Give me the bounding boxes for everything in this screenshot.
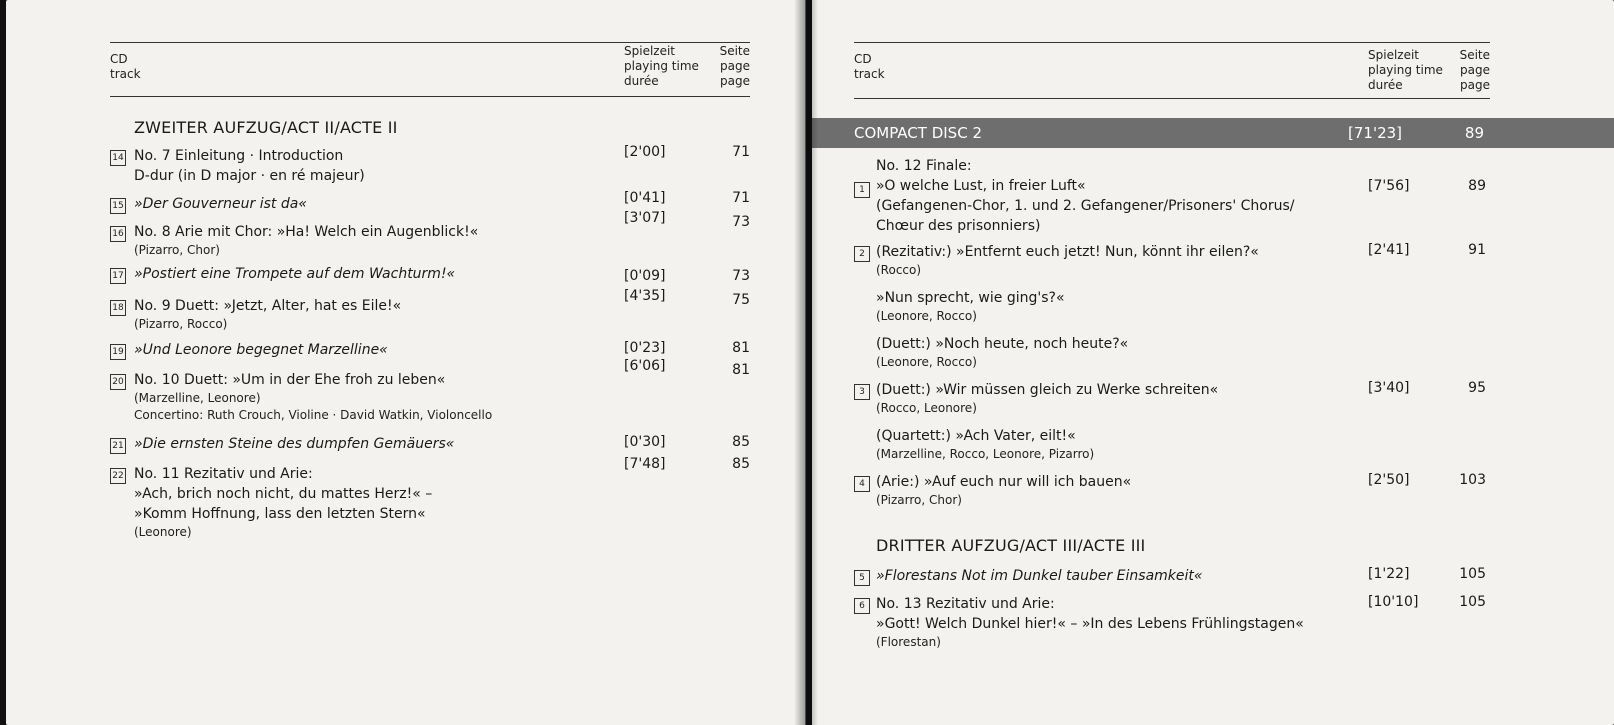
section-title-act2: ZWEITER AUFZUG/ACT II/ACTE II [134,118,398,137]
header-cd-track [110,52,141,82]
track-page-18: 75 [732,292,750,308]
track-page-3: 95 [1468,380,1486,396]
track-page-1: 89 [1468,178,1486,194]
track-entry-18 [134,296,401,333]
track-number-3: 3 [854,384,870,400]
track-title: (Duett:) »Noch heute, noch heute?« [876,336,1129,352]
track-entry-21 [134,434,454,454]
track-time-5: [1'22] [1368,566,1410,582]
track-title: (Duett:) »Wir müssen gleich zu Werke schreiten« [876,382,1219,398]
track-page-2: 91 [1468,242,1486,258]
header-track: track [110,67,141,81]
track-number-1: 1 [854,182,870,198]
track-title: No. 8 Arie mit Chor: »Ha! Welch ein Augenblick!« [134,224,479,240]
book-gutter [794,0,818,725]
track-time-20: [6'06] [624,358,666,374]
track-entry-2 [876,242,1259,279]
track-time-21: [0'30] [624,434,666,450]
track-number-19: 19 [110,344,126,360]
header-top-rule [110,42,750,43]
track-concertino: Concertino: Ruth Crouch, Violine · David Watkin, Violoncello [134,408,493,422]
track-entry-22 [134,464,432,541]
track-time-22: [7'48] [624,456,666,472]
right-page [812,0,1614,725]
track-title: (Quartett:) »Ach Vater, eilt!« [876,428,1076,444]
track-entry-4 [876,472,1131,509]
track-title: »Die ernsten Steine des dumpfen Gemäuers« [134,436,455,452]
header-page [714,44,750,89]
track-title: »O welche Lust, in freier Luft« [876,178,1086,194]
track-entry-14 [134,146,365,186]
track-title: »Und Leonore begegnet Marzelline« [134,342,388,358]
track-page-4: 103 [1459,472,1486,488]
track-performers: (Leonore, Rocco) [876,355,977,369]
track-entry-6 [876,594,1304,651]
header-spielzeit: Spielzeit [624,44,676,58]
header-cd: CD [854,52,872,66]
track-entry-20 [134,370,492,424]
finale-title: No. 12 Finale: [876,158,972,174]
track-subentry-noch-heute [876,334,1128,371]
track-entry-5 [876,566,1203,586]
track-number-22: 22 [110,468,126,484]
header-page-en: page [720,59,750,73]
track-entry-3 [876,380,1218,417]
track-page-5: 105 [1459,566,1486,582]
track-title: »Postiert eine Trompete auf dem Wachturm!« [134,266,456,282]
track-performers: (Rocco, Leonore) [876,401,977,415]
track-performers: (Florestan) [876,635,941,649]
track-number-15: 15 [110,198,126,214]
track-title: No. 10 Duett: »Um in der Ehe froh zu leben« [134,372,446,388]
track-number-5: 5 [854,570,870,586]
track-subentry-nun-sprecht [876,288,1065,325]
track-title: No. 13 Rezitativ und Arie: [876,596,1055,612]
track-title-line3: Chœur des prisonniers) [876,218,1041,234]
track-title: No. 9 Duett: »Jetzt, Alter, hat es Eile!« [134,298,402,314]
track-title-line2: D-dur (in D major · en ré majeur) [134,168,365,184]
track-title-line2: (Gefangenen-Chor, 1. und 2. Gefangener/Prisoners' Chorus/ [876,198,1295,214]
track-title-line2: »Ach, brich noch nicht, du mattes Herz!« – [134,486,433,502]
track-entry-15 [134,194,307,214]
track-page-22: 85 [732,456,750,472]
header-page-fr: page [720,74,750,88]
header-bottom-rule [110,96,750,97]
left-page [6,0,806,725]
track-page-6: 105 [1459,594,1486,610]
track-page-21: 85 [732,434,750,450]
track-page-17: 73 [732,268,750,284]
header-playing-time [624,44,699,89]
track-performers: (Marzelline, Leonore) [134,391,261,405]
track-performers: (Leonore, Rocco) [876,309,977,323]
section-title-act3: DRITTER AUFZUG/ACT III/ACTE III [876,536,1146,555]
header-duree: durée [624,74,659,88]
track-number-14: 14 [110,150,126,166]
track-page-20: 81 [732,362,750,378]
track-time-2: [2'41] [1368,242,1410,258]
track-time-17: [0'09] [624,268,666,284]
track-page-16: 73 [732,214,750,230]
header-cd-track [854,52,885,82]
header-seite: Seite [1459,48,1490,62]
header-page-fr: page [1460,78,1490,92]
header-duree: durée [1368,78,1403,92]
track-entry-17 [134,264,455,284]
track-number-21: 21 [110,438,126,454]
track-title: »Der Gouverneur ist da« [134,196,307,212]
track-number-20: 20 [110,374,126,390]
track-title: »Florestans Not im Dunkel tauber Einsamkeit« [876,568,1203,584]
track-performers: (Marzelline, Rocco, Leonore, Pizarro) [876,447,1095,461]
track-time-1: [7'56] [1368,178,1410,194]
header-seite: Seite [719,44,750,58]
header-spielzeit: Spielzeit [1368,48,1420,62]
band-page: 89 [1464,124,1484,142]
track-title-line2: »Gott! Welch Dunkel hier!« – »In des Lebens Frühlingstagen« [876,616,1304,632]
finale-heading [876,156,972,176]
track-time-18: [4'35] [624,288,666,304]
track-entry-16 [134,222,478,259]
track-time-16: [3'07] [624,210,666,226]
header-bottom-rule [854,98,1490,99]
header-top-rule [854,42,1490,43]
track-time-15: [0'41] [624,190,666,206]
track-number-6: 6 [854,598,870,614]
track-time-14: [2'00] [624,144,666,160]
track-performers: (Pizarro, Chor) [876,493,962,507]
header-playing-time [1368,48,1443,93]
track-number-16: 16 [110,226,126,242]
track-title: No. 11 Rezitativ und Arie: [134,466,313,482]
track-time-6: [10'10] [1368,594,1419,610]
header-playing-time-en: playing time [1368,63,1443,77]
track-time-4: [2'50] [1368,472,1410,488]
track-title: (Arie:) »Auf euch nur will ich bauen« [876,474,1132,490]
header-page [1454,48,1490,93]
track-page-19: 81 [732,340,750,356]
track-performers: (Pizarro, Rocco) [134,317,228,331]
track-title: »Nun sprecht, wie ging's?« [876,290,1065,306]
track-number-4: 4 [854,476,870,492]
track-entry-19 [134,340,388,360]
track-page-14: 71 [732,144,750,160]
track-number-2: 2 [854,246,870,262]
track-page-15: 71 [732,190,750,206]
track-number-18: 18 [110,300,126,316]
band-label: COMPACT DISC 2 [854,124,982,142]
track-subentry-ach-vater [876,426,1094,463]
track-title-line3: »Komm Hoffnung, lass den letzten Stern« [134,506,426,522]
header-page-en: page [1460,63,1490,77]
track-entry-1 [876,176,1294,236]
track-time-19: [0'23] [624,340,666,356]
track-title: (Rezitativ:) »Entfernt euch jetzt! Nun, könnt ihr eilen?« [876,244,1259,260]
track-time-3: [3'40] [1368,380,1410,396]
track-title: No. 7 Einleitung · Introduction [134,148,344,164]
header-track: track [854,67,885,81]
track-number-17: 17 [110,268,126,284]
track-performers: (Pizarro, Chor) [134,243,220,257]
header-cd: CD [110,52,128,66]
compact-disc-band [812,118,1614,148]
header-playing-time-en: playing time [624,59,699,73]
track-performers: (Leonore) [134,525,192,539]
band-time: [71'23] [1348,124,1403,142]
track-performers: (Rocco) [876,263,922,277]
